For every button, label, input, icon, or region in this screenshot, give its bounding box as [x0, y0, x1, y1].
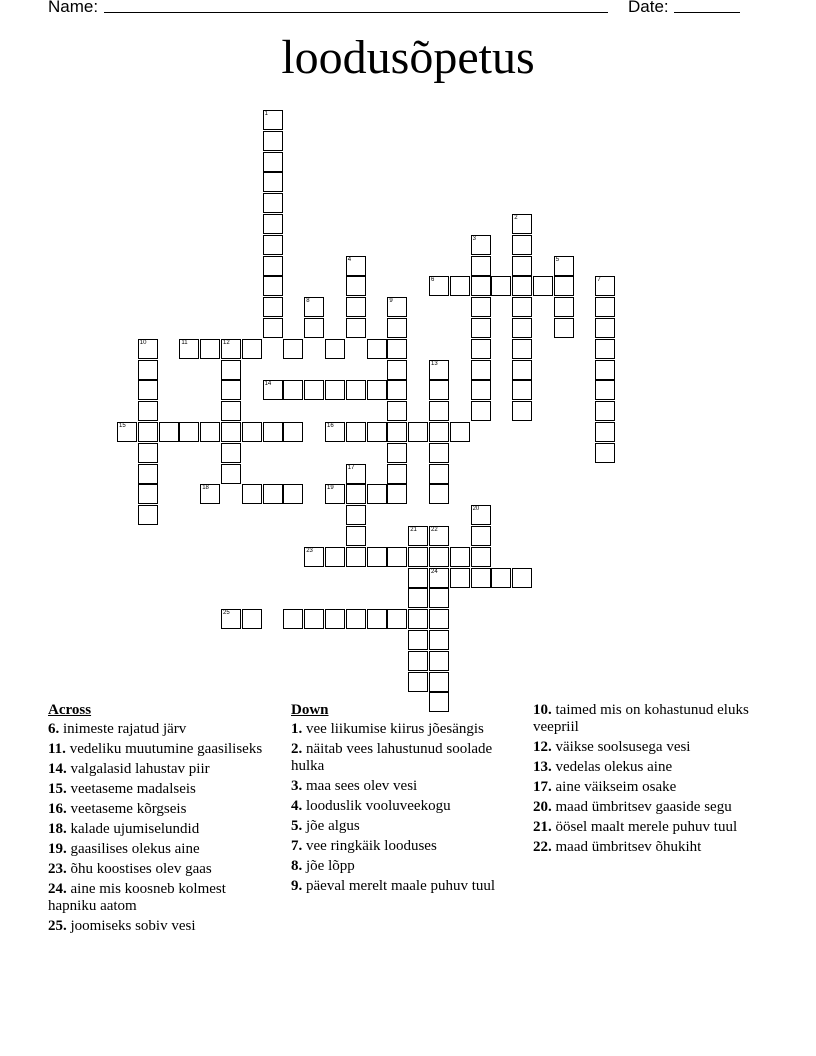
grid-cell[interactable] [408, 588, 428, 608]
grid-cell[interactable] [471, 547, 491, 567]
grid-cell[interactable] [159, 422, 179, 442]
clue-number: 5 [555, 256, 560, 263]
grid-cell[interactable] [221, 380, 241, 400]
grid-cell[interactable] [138, 505, 158, 525]
clue-number: 19 [327, 485, 334, 492]
clue-number: 4 [347, 256, 352, 263]
grid-cell[interactable] [408, 609, 428, 629]
clue-text: öösel maalt merele puhuv tuul [555, 819, 738, 835]
grid-cell[interactable] [387, 318, 407, 338]
grid-cell[interactable] [367, 422, 387, 442]
grid-cell[interactable] [304, 380, 324, 400]
grid-cell[interactable] [283, 339, 303, 359]
grid-cell[interactable] [263, 235, 283, 255]
grid-cell[interactable] [325, 422, 345, 442]
grid-cell[interactable] [429, 588, 449, 608]
grid-cell[interactable] [429, 464, 449, 484]
clue-num: 10. [533, 702, 552, 718]
name-label: Name: [48, 0, 99, 16]
grid-cell[interactable] [283, 484, 303, 504]
clue-text: päeval merelt maale puhuv tuul [306, 878, 496, 894]
clue-text: kalade ujumiselundid [70, 821, 200, 837]
grid-cell[interactable] [387, 422, 407, 442]
grid-cell[interactable] [387, 464, 407, 484]
grid-cell[interactable] [471, 568, 491, 588]
down-clues [291, 702, 516, 898]
grid-cell[interactable] [346, 380, 366, 400]
grid-cell[interactable] [242, 484, 262, 504]
clue-text: joomiseks sobiv vesi [70, 918, 196, 934]
clue-num: 9. [291, 878, 303, 894]
clue-num: 15. [48, 781, 67, 797]
grid-cell[interactable] [595, 422, 615, 442]
grid-cell[interactable] [346, 276, 366, 296]
grid-cell[interactable] [429, 547, 449, 567]
grid-cell[interactable] [471, 276, 491, 296]
grid-cell[interactable] [554, 256, 574, 276]
across-clues [48, 702, 273, 938]
clue-num: 3. [291, 778, 303, 794]
down-heading: Down [291, 702, 329, 718]
page-title: loodusõpetus [281, 31, 535, 84]
clue-text: veetaseme kõrgseis [70, 801, 187, 817]
clue-num: 13. [533, 759, 552, 775]
across-heading: Across [48, 702, 92, 718]
grid-cell[interactable] [491, 568, 511, 588]
clue-text: jõe algus [306, 818, 360, 834]
clue-text: väikse soolsusega vesi [555, 739, 691, 755]
clue-number: 25 [223, 610, 230, 617]
clue-text: maad ümbritsev gaaside segu [555, 799, 732, 815]
clue-item [48, 761, 273, 778]
clue-number: 7 [597, 277, 601, 284]
clue-item [291, 721, 516, 738]
grid-cell[interactable] [429, 609, 449, 629]
grid-cell[interactable] [408, 568, 428, 588]
grid-cell[interactable] [471, 360, 491, 380]
grid-cell[interactable] [138, 360, 158, 380]
grid-cell[interactable] [346, 297, 366, 317]
grid-cell[interactable] [325, 484, 345, 504]
clue-text: gaasilises olekus aine [70, 841, 200, 857]
clue-item [533, 799, 758, 816]
grid-cell[interactable] [533, 276, 553, 296]
grid-cell[interactable] [408, 651, 428, 671]
grid-cell[interactable] [138, 443, 158, 463]
grid-cell[interactable] [408, 422, 428, 442]
grid-cell[interactable] [221, 422, 241, 442]
grid-cell[interactable] [263, 193, 283, 213]
clue-text: maa sees olev vesi [306, 778, 418, 794]
grid-cell[interactable] [471, 256, 491, 276]
clue-text: inimeste rajatud järv [63, 721, 187, 737]
clue-text: vedelas olekus aine [555, 759, 673, 775]
clue-number: 20 [472, 506, 480, 513]
grid-cell[interactable] [325, 339, 345, 359]
grid-cell[interactable] [367, 484, 387, 504]
grid-cell[interactable] [263, 152, 283, 172]
grid-cell[interactable] [408, 547, 428, 567]
clue-num: 7. [291, 838, 303, 854]
grid-cell[interactable] [263, 422, 283, 442]
grid-cell[interactable] [512, 380, 532, 400]
clue-item [291, 798, 516, 815]
clue-number: 11 [181, 339, 188, 346]
grid-cell[interactable] [512, 256, 532, 276]
clue-item [48, 721, 273, 738]
clue-num: 25. [48, 918, 67, 934]
grid-cell[interactable] [283, 380, 303, 400]
grid-cell[interactable] [429, 422, 449, 442]
grid-cell[interactable] [304, 547, 324, 567]
clue-item [533, 759, 758, 776]
grid-cell[interactable] [304, 318, 324, 338]
grid-cell[interactable] [346, 422, 366, 442]
grid-cell[interactable] [429, 651, 449, 671]
grid-cell[interactable] [346, 256, 366, 276]
clue-number: 6 [431, 277, 435, 284]
grid-cell[interactable] [200, 339, 220, 359]
clue-num: 2. [291, 741, 303, 757]
grid-cell[interactable] [450, 422, 470, 442]
grid-cell[interactable] [512, 214, 532, 234]
clue-num: 14. [48, 761, 67, 777]
clue-number: 1 [264, 111, 268, 117]
clue-item [48, 918, 273, 935]
clue-item [48, 801, 273, 818]
clue-number: 16 [327, 423, 334, 429]
clue-item [48, 881, 273, 915]
grid-cell[interactable] [429, 380, 449, 400]
clue-text: vedeliku muutumine gaasiliseks [69, 741, 263, 757]
grid-cell[interactable] [471, 339, 491, 359]
grid-cell[interactable] [512, 401, 532, 421]
grid-cell[interactable] [471, 380, 491, 400]
grid-cell[interactable] [221, 339, 241, 359]
clue-item [533, 839, 758, 856]
grid-cell[interactable] [471, 297, 491, 317]
clue-number: 24 [431, 568, 438, 575]
grid-cell[interactable] [429, 526, 449, 546]
grid-cell[interactable] [221, 360, 241, 380]
grid-cell[interactable] [471, 318, 491, 338]
grid-cell[interactable] [595, 318, 615, 338]
grid-cell[interactable] [429, 443, 449, 463]
grid-cell[interactable] [346, 547, 366, 567]
grid-cell[interactable] [471, 235, 491, 255]
clue-item [533, 702, 758, 736]
clue-number: 18 [202, 485, 209, 492]
grid-cell[interactable] [554, 276, 574, 296]
clue-item [533, 819, 758, 836]
clue-number: 21 [410, 527, 417, 533]
grid-cell[interactable] [346, 526, 366, 546]
clue-text: õhu koostises olev gaas [70, 861, 212, 877]
grid-cell[interactable] [200, 422, 220, 442]
clue-num: 5. [291, 818, 303, 834]
grid-cell[interactable] [429, 672, 449, 692]
clue-item [291, 818, 516, 835]
clue-num: 8. [291, 858, 303, 874]
clue-num: 20. [533, 799, 552, 815]
grid-cell[interactable] [387, 547, 407, 567]
date-label: Date: [628, 0, 669, 16]
grid-cell[interactable] [512, 297, 532, 317]
grid-cell[interactable] [325, 547, 345, 567]
grid-cell[interactable] [325, 380, 345, 400]
grid-cell[interactable] [138, 464, 158, 484]
clue-text: taimed mis on kohastunud eluks veepriil [533, 702, 749, 735]
grid-cell[interactable] [387, 609, 407, 629]
clue-number: 15 [119, 423, 126, 429]
grid-cell[interactable] [471, 401, 491, 421]
grid-cell[interactable] [387, 443, 407, 463]
grid-cell[interactable] [387, 339, 407, 359]
clue-item [291, 741, 516, 775]
grid-cell[interactable] [512, 276, 532, 296]
clue-item [48, 781, 273, 798]
grid-cell[interactable] [346, 464, 366, 484]
clue-number: 3 [472, 235, 476, 242]
grid-cell[interactable] [471, 526, 491, 546]
grid-cell[interactable] [283, 609, 303, 629]
grid-cell[interactable] [429, 360, 449, 380]
grid-cell[interactable] [346, 484, 366, 504]
grid-cell[interactable] [367, 380, 387, 400]
grid-cell[interactable] [450, 276, 470, 296]
clue-text: jõe lõpp [306, 858, 355, 874]
clue-number: 22 [431, 527, 438, 533]
clue-num: 6. [48, 721, 60, 737]
grid-cell[interactable] [512, 360, 532, 380]
clue-num: 18. [48, 821, 67, 837]
grid-cell[interactable] [387, 484, 407, 504]
clue-number: 8 [306, 298, 310, 305]
grid-cell[interactable] [263, 256, 283, 276]
grid-cell[interactable] [304, 609, 324, 629]
clue-number: 9 [389, 298, 393, 305]
clue-text: aine mis koosneb kolmest hapniku aatom [48, 881, 226, 914]
grid-cell[interactable] [346, 505, 366, 525]
clue-text: veetaseme madalseis [70, 781, 196, 797]
across-list [48, 721, 273, 935]
clue-item [48, 841, 273, 858]
clue-number: 13 [431, 360, 438, 367]
grid-cell[interactable] [263, 318, 283, 338]
grid-cell[interactable] [387, 401, 407, 421]
grid-cell[interactable] [429, 484, 449, 504]
grid-cell[interactable] [450, 568, 470, 588]
clue-text: aine väikseim osake [555, 779, 677, 795]
grid-cell[interactable] [554, 318, 574, 338]
grid-cell[interactable] [346, 609, 366, 629]
grid-cell[interactable] [263, 484, 283, 504]
grid-cell[interactable] [242, 422, 262, 442]
clue-item [291, 778, 516, 795]
clue-item [533, 739, 758, 756]
clue-item [48, 821, 273, 838]
grid-cell[interactable] [263, 131, 283, 151]
grid-cell[interactable] [138, 422, 158, 442]
grid-cell[interactable] [554, 297, 574, 317]
clue-num: 11. [48, 741, 66, 757]
clue-number: 12 [223, 339, 230, 346]
grid-cell[interactable] [595, 360, 615, 380]
clue-num: 21. [533, 819, 552, 835]
grid-cell[interactable] [471, 505, 491, 525]
grid-cell[interactable] [408, 672, 428, 692]
grid-cell[interactable] [408, 526, 428, 546]
grid-cell[interactable] [595, 339, 615, 359]
grid-cell[interactable] [367, 609, 387, 629]
clue-number: 14 [264, 381, 272, 388]
clue-num: 16. [48, 801, 67, 817]
clue-num: 12. [533, 739, 552, 755]
grid-cell[interactable] [263, 297, 283, 317]
grid-cell[interactable] [117, 422, 137, 442]
clue-num: 17. [533, 779, 552, 795]
grid-cell[interactable] [387, 360, 407, 380]
grid-cell[interactable] [595, 443, 615, 463]
clue-text: maad ümbritsev õhukiht [555, 839, 702, 855]
grid-cell[interactable] [242, 339, 262, 359]
grid-cell[interactable] [367, 339, 387, 359]
grid-cell[interactable] [221, 401, 241, 421]
clue-number: 10 [139, 339, 147, 346]
grid-cell[interactable] [138, 339, 158, 359]
grid-cell[interactable] [242, 609, 262, 629]
clue-item [291, 838, 516, 855]
grid-cell[interactable] [367, 547, 387, 567]
clue-item [48, 861, 273, 878]
clue-item [291, 878, 516, 895]
clue-number: 2 [514, 215, 518, 221]
grid-cell[interactable] [429, 401, 449, 421]
grid-cell[interactable] [263, 380, 283, 400]
grid-cell[interactable] [595, 380, 615, 400]
grid-cell[interactable] [512, 339, 532, 359]
grid-cell[interactable] [387, 297, 407, 317]
clue-number: 23 [306, 547, 313, 554]
grid-cell[interactable] [512, 318, 532, 338]
clue-number: 17 [347, 464, 355, 471]
grid-cell[interactable] [138, 484, 158, 504]
clue-num: 1. [291, 721, 303, 737]
grid-cell[interactable] [595, 276, 615, 296]
grid-cell[interactable] [491, 276, 511, 296]
down-cont-list [533, 702, 758, 856]
grid-cell[interactable] [221, 609, 241, 629]
clue-item [533, 779, 758, 796]
clue-num: 4. [291, 798, 303, 814]
grid-cell[interactable] [138, 401, 158, 421]
grid-cell[interactable] [429, 630, 449, 650]
clue-text: valgalasid lahustav piir [70, 761, 210, 777]
grid-cell[interactable] [263, 172, 283, 192]
grid-cell[interactable] [325, 609, 345, 629]
clue-text: looduslik vooluveekogu [306, 798, 451, 814]
grid-cell[interactable] [512, 235, 532, 255]
grid-cell[interactable] [221, 464, 241, 484]
down-clues-continued [533, 702, 758, 859]
grid-cell[interactable] [387, 380, 407, 400]
down-list [291, 721, 516, 895]
grid-cell[interactable] [200, 484, 220, 504]
grid-cell[interactable] [263, 214, 283, 234]
grid-cell[interactable] [408, 630, 428, 650]
grid-cell[interactable] [512, 568, 532, 588]
clue-num: 23. [48, 861, 67, 877]
grid-cell[interactable] [138, 380, 158, 400]
clue-item [48, 741, 273, 758]
grid-cell[interactable] [179, 422, 199, 442]
grid-cell[interactable] [221, 443, 241, 463]
clue-num: 22. [533, 839, 552, 855]
grid-cell[interactable] [595, 297, 615, 317]
grid-cell[interactable] [304, 297, 324, 317]
grid-cell[interactable] [429, 568, 449, 588]
grid-cell[interactable] [179, 339, 199, 359]
grid-cell[interactable] [263, 276, 283, 296]
clue-item [291, 858, 516, 875]
grid-cell[interactable] [595, 401, 615, 421]
clue-num: 19. [48, 841, 67, 857]
grid-cell[interactable] [346, 318, 366, 338]
grid-cell[interactable] [283, 422, 303, 442]
clue-text: vee ringkäik looduses [306, 838, 437, 854]
clue-num: 24. [48, 881, 67, 897]
grid-cell[interactable] [429, 276, 449, 296]
grid-cell[interactable] [450, 547, 470, 567]
clue-text: näitab vees lahustunud soolade hulka [291, 741, 493, 774]
clue-text: vee liikumise kiirus jõesängis [306, 721, 484, 737]
grid-cell[interactable] [263, 110, 283, 130]
